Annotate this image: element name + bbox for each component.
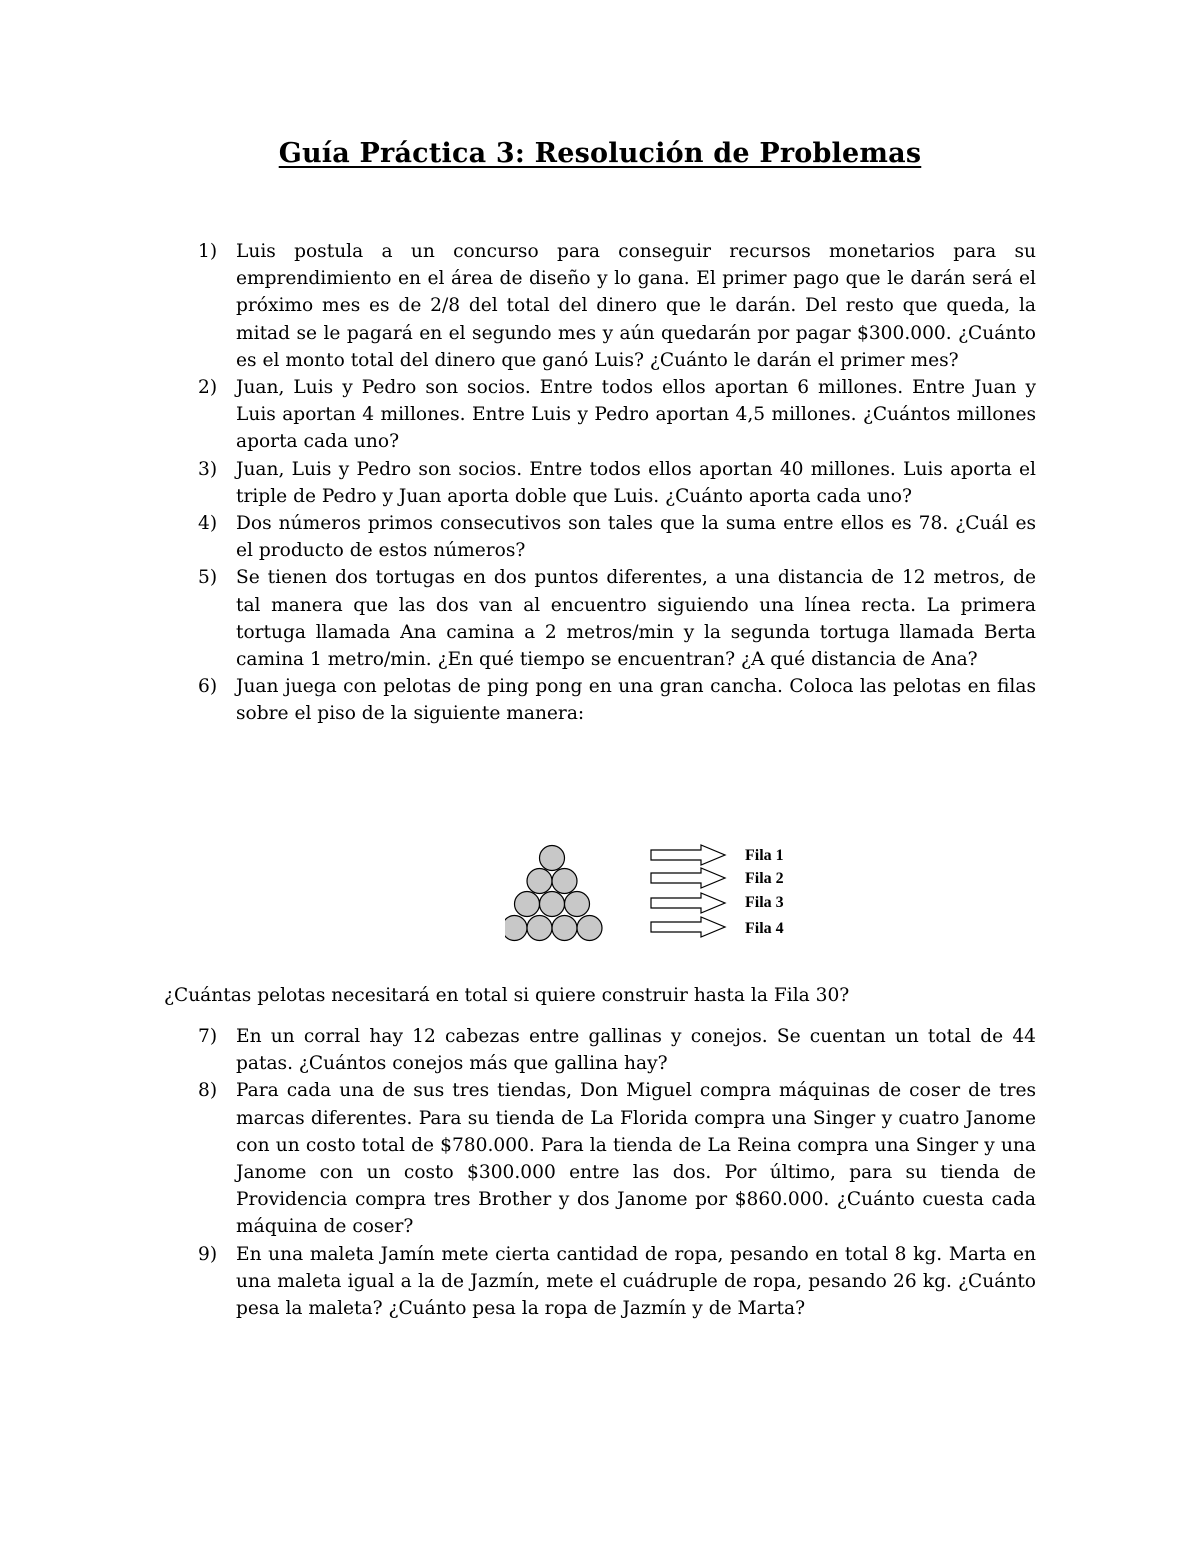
- problem-text: Juan, Luis y Pedro son socios. Entre todos ellos aportan 40 millones. Luis aporta el triple de Pedro y Juan aporta doble que Luis. ¿Cuánto aporta cada uno?: [236, 458, 1036, 507]
- page-title: Guía Práctica 3: Resolución de Problemas: [278, 138, 922, 169]
- ball-group: [505, 846, 602, 941]
- problem-item: [164, 238, 1036, 374]
- problem-text: En un corral hay 12 cabezas entre gallinas y conejos. Se cuentan un total de 44 patas. ¿Cuántos conejos más que gallina hay?: [236, 1026, 1036, 1075]
- ping-pong-ball: [552, 869, 577, 894]
- problem-item: [164, 1077, 1036, 1240]
- problem-item: [164, 673, 1036, 727]
- problem-number: 2): [198, 377, 218, 399]
- problem-text: Juan, Luis y Pedro son socios. Entre todos ellos aportan 6 millones. Entre Juan y Luis aportan 4 millones. Entre Luis y Pedro aportan 4,5 millones. ¿Cuántos millones aporta cada uno?: [236, 377, 1036, 453]
- problem-text: Luis postula a un concurso para conseguir recursos monetarios para su emprendimiento en el área de diseño y lo gana. El primer pago que le darán será el próximo mes es de 2/8 del total del dinero que le darán. Del resto que queda, la mitad se le pagará en el segundo mes y aún quedarán por pagar $300.000. ¿Cuánto es el monto total del dinero que ganó Luis? ¿Cuánto le darán el primer mes?: [236, 241, 1036, 371]
- problem-text: Se tienen dos tortugas en dos puntos diferentes, a una distancia de 12 metros, de tal manera que las dos van al encuentro siguiendo una línea recta. La primera tortuga llamada Ana camina a 2 metros/min y la segunda tortuga llamada Berta camina 1 metro/min. ¿En qué tiempo se encuentran? ¿A qué distancia de Ana?: [236, 567, 1036, 671]
- ping-pong-ball: [565, 892, 590, 917]
- problem-number: 3): [198, 458, 218, 480]
- problem-item: [164, 564, 1036, 673]
- problem-number: 8): [198, 1080, 218, 1102]
- row-labels: [745, 847, 784, 937]
- ping-pong-ball: [577, 916, 602, 941]
- problem-number: 7): [198, 1026, 218, 1047]
- row-label: Fila 2: [745, 870, 784, 887]
- row-label: Fila 3: [745, 894, 784, 911]
- problem-number: 6): [198, 676, 218, 698]
- problem-text: Juan juega con pelotas de ping pong en una gran cancha. Coloca las pelotas en filas sobre el piso de la siguiente manera:: [236, 676, 1036, 725]
- arrow-icon: [651, 868, 725, 888]
- problem-number: 9): [198, 1243, 218, 1265]
- arrow-icon: [651, 917, 725, 937]
- ping-pong-ball: [540, 892, 565, 917]
- ping-pong-ball: [527, 916, 552, 941]
- fila-question: ¿Cuántas pelotas necesitará en total si quiere construir hasta la Fila 30?: [164, 985, 850, 1006]
- ping-pong-ball: [505, 916, 527, 941]
- ping-pong-ball: [552, 916, 577, 941]
- arrow-group: [651, 845, 725, 937]
- problem-item: [164, 1241, 1036, 1323]
- ping-pong-ball: [527, 869, 552, 894]
- problem-text: En una maleta Jamín mete cierta cantidad de ropa, pesando en total 8 kg. Marta en una maleta igual a la de Jazmín, mete el cuádruple de ropa, pesando 26 kg. ¿Cuánto pesa la maleta? ¿Cuánto pesa la ropa de Jazmín y de Marta?: [236, 1243, 1036, 1320]
- arrow-icon: [651, 893, 725, 913]
- problem-list-part1: [164, 238, 1036, 728]
- arrow-icon: [651, 845, 725, 865]
- problem-item: [164, 456, 1036, 510]
- row-label: Fila 1: [745, 847, 784, 864]
- problem-text: Para cada una de sus tres tiendas, Don Miguel compra máquinas de coser de tres marcas diferentes. Para su tienda de La Florida compra una Singer y cuatro Janome con un costo total de $780.000. Para la tienda de La Reina compra una Singer y una Janome con un costo $300.000 entre las dos. Por último, para su tienda de Providencia compra tres Brother y dos Janome por $860.000. ¿Cuánto cuesta cada máquina de coser?: [236, 1080, 1036, 1238]
- problem-number: 1): [198, 241, 218, 262]
- ping-pong-ball: [515, 892, 540, 917]
- problem-text: Dos números primos consecutivos son tales que la suma entre ellos es 78. ¿Cuál es el producto de estos números?: [236, 513, 1036, 562]
- problem-item: [164, 374, 1036, 456]
- problem-list-part2: [164, 1023, 1036, 1322]
- problem-item: [164, 510, 1036, 564]
- ping-pong-triangle-figure: [505, 840, 805, 950]
- problem-item: [164, 1023, 1036, 1077]
- row-label: Fila 4: [745, 920, 784, 937]
- problem-number: 5): [198, 567, 218, 589]
- problem-number: 4): [198, 513, 218, 535]
- ping-pong-ball: [540, 846, 565, 871]
